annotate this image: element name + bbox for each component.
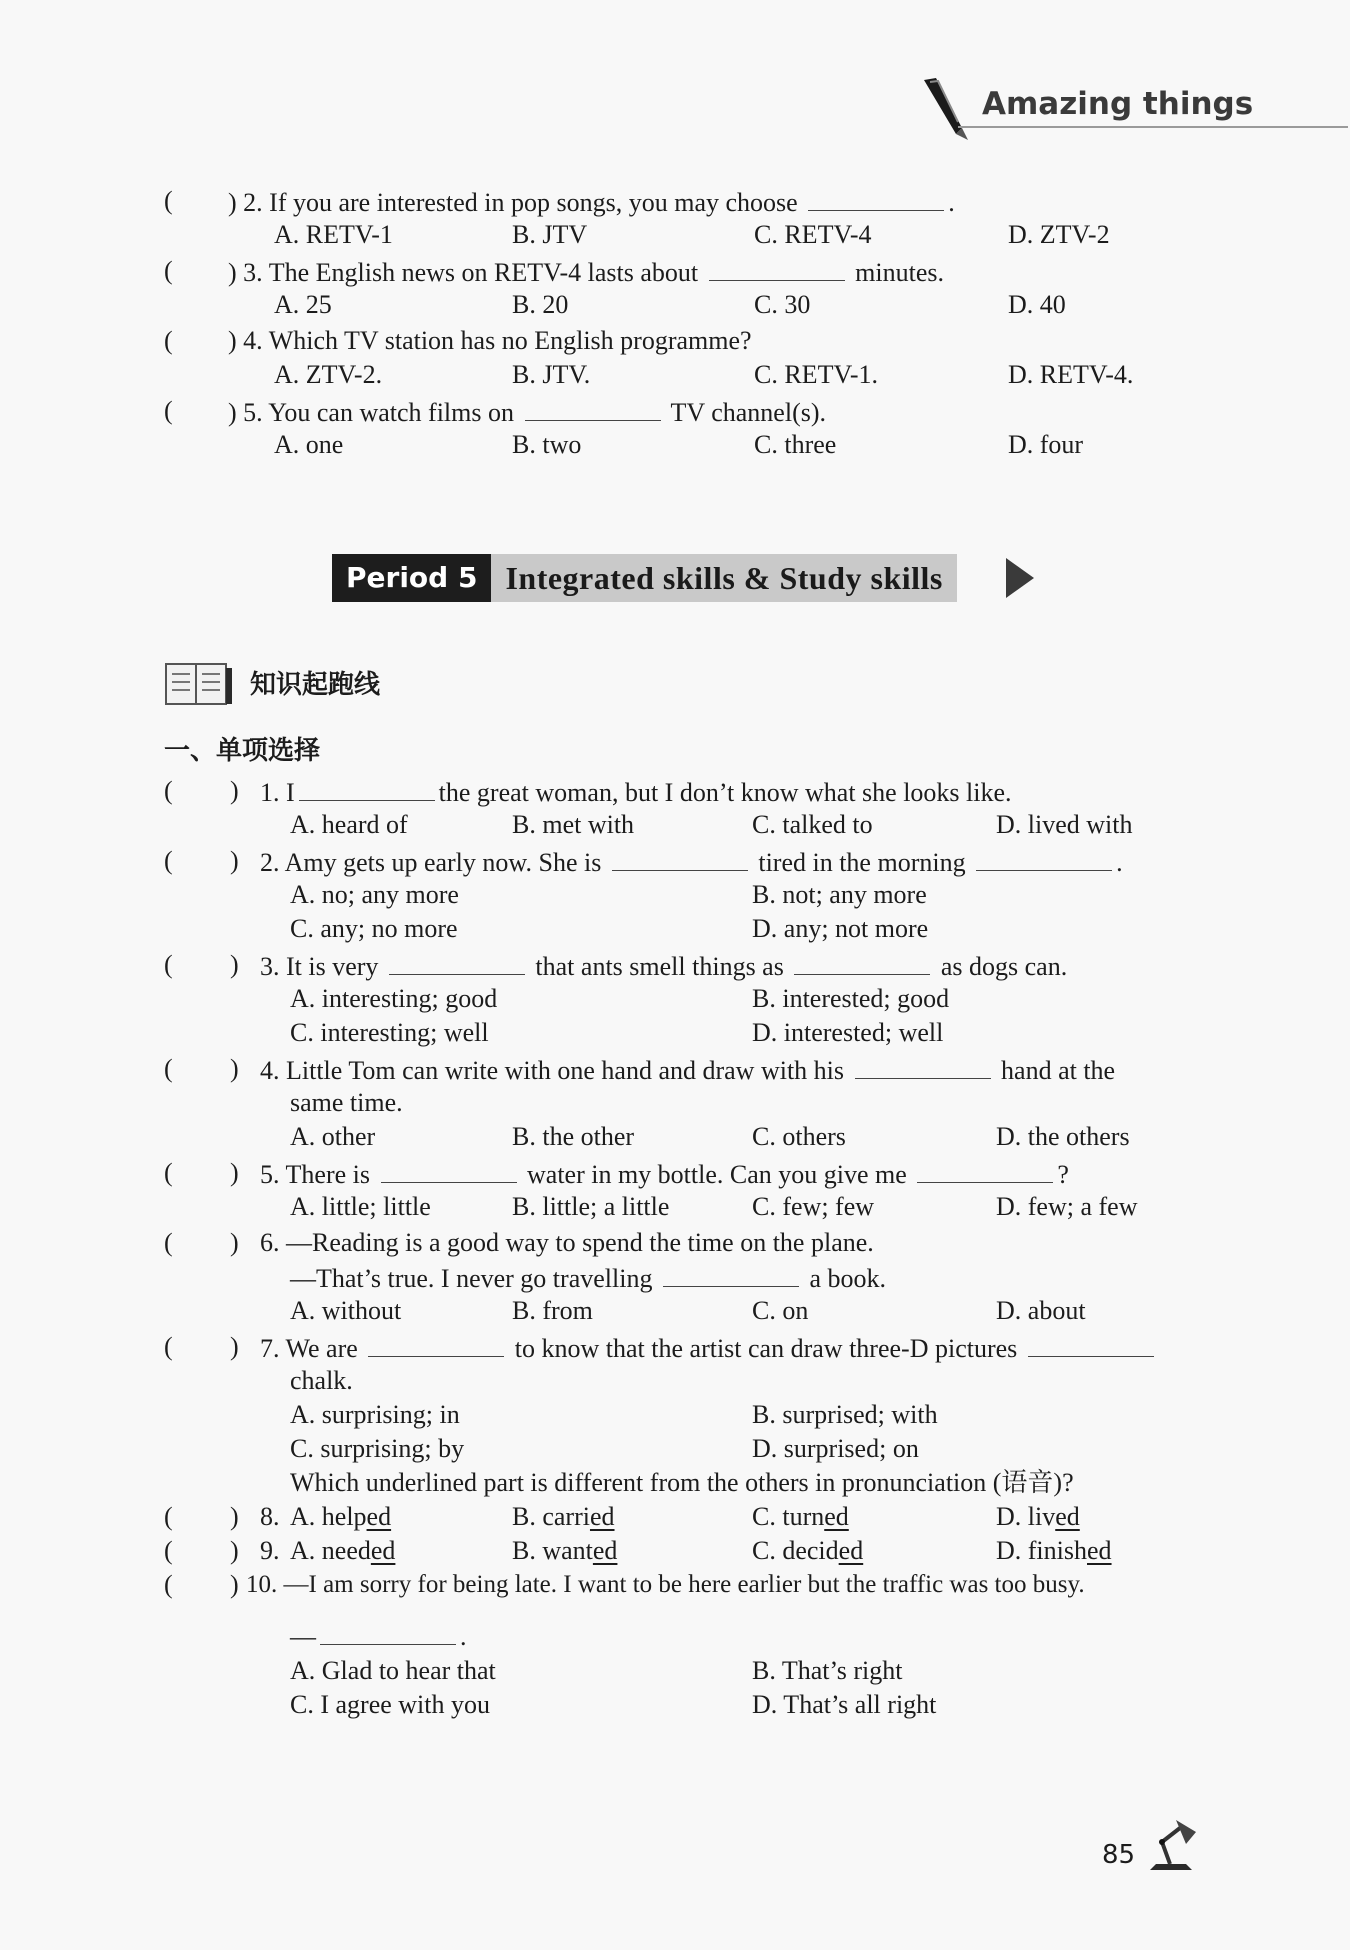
mc-question-1: 1. I the great woman, but I don’t know what she looks like.: [260, 774, 1012, 810]
option: B. little; a little: [512, 1192, 670, 1221]
answer-paren: (: [164, 1502, 173, 1531]
answer-paren: ): [230, 776, 239, 805]
mc-question-9: 9.: [260, 1536, 280, 1565]
answer-blank[interactable]: [1028, 1330, 1154, 1357]
answer-paren: ): [230, 1502, 239, 1531]
option: A. other: [290, 1122, 376, 1151]
option: B. carried: [512, 1502, 615, 1531]
mc-question-8: 8.: [260, 1502, 280, 1531]
answer-paren: (: [164, 1054, 173, 1083]
option: B. the other: [512, 1122, 635, 1151]
answer-blank[interactable]: [808, 184, 944, 211]
answer-paren: ): [230, 1332, 239, 1361]
option: A. Glad to hear that: [290, 1656, 496, 1685]
answer-paren: (: [164, 396, 173, 425]
answer-paren: (: [164, 1570, 173, 1599]
option: A. 25: [274, 290, 332, 319]
option: A. little; little: [290, 1192, 431, 1221]
mc-question-5: 5. There is water in my bottle. Can you give me ?: [260, 1156, 1069, 1192]
answer-paren: (: [164, 1158, 173, 1187]
answer-paren: ): [230, 1536, 239, 1565]
option: A. needed: [290, 1536, 396, 1565]
answer-paren: ): [230, 950, 239, 979]
question-continuation: — .: [290, 1618, 467, 1654]
option: D. surprised; on: [752, 1434, 919, 1463]
option: C. surprising; by: [290, 1434, 465, 1463]
period-banner: [332, 554, 957, 602]
answer-blank[interactable]: [381, 1156, 517, 1183]
option: D. RETV-4.: [1008, 360, 1134, 389]
mc-question-7: 7. We are to know that the artist can draw three-D pictures: [260, 1330, 1158, 1366]
answer-paren: (: [164, 256, 173, 285]
option: C. others: [752, 1122, 846, 1151]
part-title: 一、单项选择: [164, 736, 321, 766]
mc-question-2: 2. Amy gets up early now. She is tired in the morning .: [260, 844, 1123, 880]
option: A. heard of: [290, 810, 408, 839]
answer-paren: (: [164, 846, 173, 875]
option: C. on: [752, 1296, 809, 1325]
mc-question-10: 10. —I am sorry for being late. I want to be here earlier but the traffic was too busy.: [246, 1571, 1085, 1598]
option: D. finished: [996, 1536, 1112, 1565]
option: B. wanted: [512, 1536, 618, 1565]
question-3: ) 3. The English news on RETV-4 lasts about minutes.: [228, 254, 944, 290]
answer-paren: ): [230, 1158, 239, 1187]
question-continuation: —That’s true. I never go travelling a book.: [290, 1260, 886, 1296]
option: A. interesting; good: [290, 984, 498, 1013]
mc-question-4: 4. Little Tom can write with one hand and draw with his hand at the: [260, 1052, 1115, 1088]
answer-blank[interactable]: [320, 1618, 456, 1645]
answer-paren: ): [230, 1228, 239, 1257]
period-label: Period 5: [332, 554, 491, 602]
option: C. I agree with you: [290, 1690, 491, 1719]
option: D. 40: [1008, 290, 1066, 319]
option: A. helped: [290, 1502, 392, 1531]
option: B. JTV: [512, 220, 588, 249]
pronunciation-instruction: Which underlined part is different from the others in pronunciation (语音)?: [290, 1468, 1074, 1497]
option: A. RETV-1: [274, 220, 393, 249]
answer-paren: ): [230, 1570, 239, 1599]
question-2: ) 2. If you are interested in pop songs, you may choose .: [228, 184, 955, 220]
option: C. 30: [754, 290, 811, 319]
option: D. ZTV-2: [1008, 220, 1110, 249]
option: A. surprising; in: [290, 1400, 460, 1429]
answer-blank[interactable]: [525, 394, 661, 421]
desk-lamp-icon: [1140, 1814, 1202, 1878]
answer-paren: (: [164, 1228, 173, 1257]
option: B. That’s right: [752, 1656, 903, 1685]
option: C. RETV-1.: [754, 360, 878, 389]
option: D. any; not more: [752, 914, 929, 943]
option: D. few; a few: [996, 1192, 1138, 1221]
mc-question-6: 6. —Reading is a good way to spend the time on the plane.: [260, 1228, 874, 1257]
option: C. RETV-4: [754, 220, 872, 249]
answer-paren: (: [164, 950, 173, 979]
option: C. decided: [752, 1536, 864, 1565]
mc-question-3: 3. It is very that ants smell things as as dogs can.: [260, 948, 1067, 984]
option: C. any; no more: [290, 914, 458, 943]
option: B. met with: [512, 810, 635, 839]
option: C. few; few: [752, 1192, 875, 1221]
answer-blank[interactable]: [709, 254, 845, 281]
option: B. from: [512, 1296, 593, 1325]
answer-blank[interactable]: [299, 774, 435, 801]
option: A. ZTV-2.: [274, 360, 383, 389]
answer-blank[interactable]: [855, 1052, 991, 1079]
answer-paren: (: [164, 326, 173, 355]
answer-paren: (: [164, 1536, 173, 1565]
option: D. four: [1008, 430, 1084, 459]
option: D. lived: [996, 1502, 1080, 1531]
section-title: 知识起跑线: [250, 670, 381, 700]
question-5: ) 5. You can watch films on TV channel(s).: [228, 394, 826, 430]
option: C. three: [754, 430, 837, 459]
option: B. two: [512, 430, 582, 459]
answer-paren: (: [164, 1332, 173, 1361]
answer-paren: (: [164, 186, 173, 215]
option: A. without: [290, 1296, 402, 1325]
option: C. turned: [752, 1502, 849, 1531]
page-number: 85: [1102, 1840, 1136, 1870]
option: B. not; any more: [752, 880, 927, 909]
answer-blank[interactable]: [368, 1330, 504, 1357]
header-title: Amazing things: [982, 86, 1254, 122]
answer-blank[interactable]: [917, 1156, 1053, 1183]
option: D. about: [996, 1296, 1086, 1325]
option: B. surprised; with: [752, 1400, 938, 1429]
option: C. talked to: [752, 810, 873, 839]
header-rule: [958, 126, 1348, 128]
answer-paren: (: [164, 776, 173, 805]
period-title: Integrated skills & Study skills: [491, 554, 956, 602]
option: D. the others: [996, 1122, 1130, 1151]
play-arrow-icon: [1004, 556, 1036, 600]
option: B. interested; good: [752, 984, 950, 1013]
option: A. one: [274, 430, 344, 459]
answer-blank[interactable]: [794, 948, 930, 975]
option: A. no; any more: [290, 880, 459, 909]
answer-paren: ): [230, 846, 239, 875]
pen-icon: [918, 76, 974, 144]
option: B. 20: [512, 290, 569, 319]
question-4: ) 4. Which TV station has no English programme?: [228, 326, 752, 355]
answer-blank[interactable]: [976, 844, 1112, 871]
option: C. interesting; well: [290, 1018, 489, 1047]
option: D. lived with: [996, 810, 1133, 839]
answer-blank[interactable]: [612, 844, 748, 871]
question-continuation: chalk.: [290, 1366, 353, 1395]
option: D. interested; well: [752, 1018, 944, 1047]
option: D. That’s all right: [752, 1690, 937, 1719]
book-icon: [164, 660, 234, 708]
answer-blank[interactable]: [389, 948, 525, 975]
answer-blank[interactable]: [663, 1260, 799, 1287]
question-continuation: same time.: [290, 1088, 403, 1117]
answer-paren: ): [230, 1054, 239, 1083]
option: B. JTV.: [512, 360, 591, 389]
